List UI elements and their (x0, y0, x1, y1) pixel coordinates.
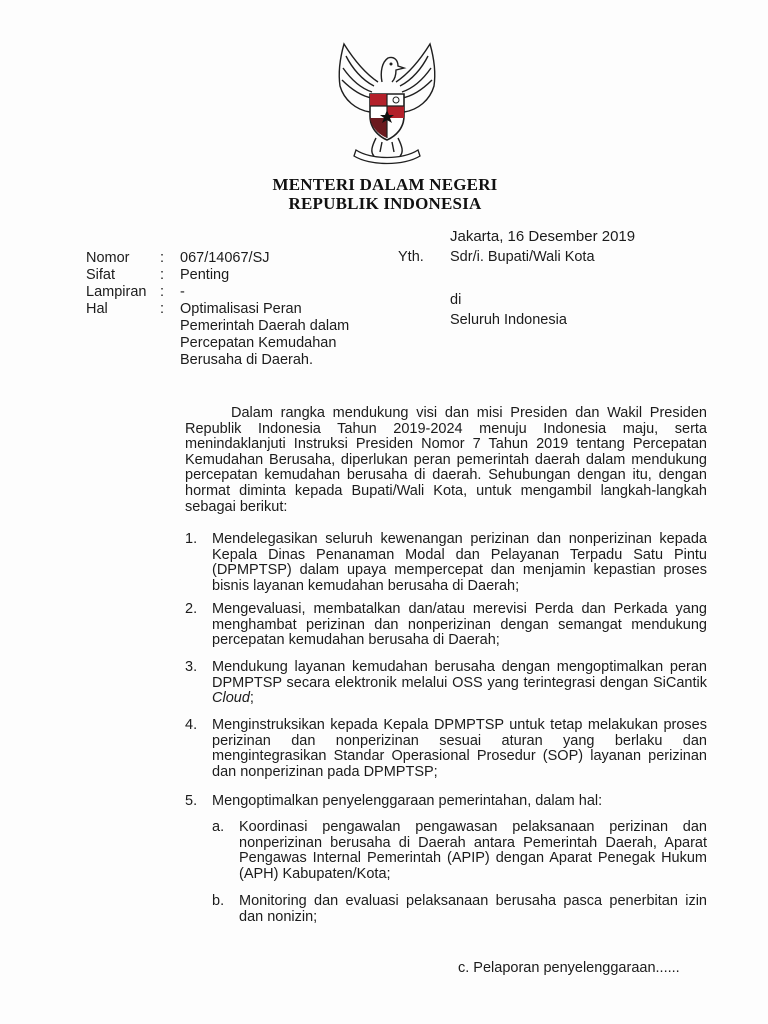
list-item (185, 532, 707, 594)
yth-label: Yth. (398, 249, 424, 265)
sub-list-item (212, 820, 707, 882)
item-number: 4. (185, 717, 198, 733)
sifat-label: Sifat (86, 267, 116, 283)
item-text: Mendelegasikan seluruh kewenangan perizinan dan nonperizinan kepada Kepala Dinas Penanaman Modal dan Pelayanan Terpadu Satu Pintu (DPMPTSP) dalam upaya mempercepat dan menjamin kepastian proses bisnis layanan kemudahan berusaha di Daerah; (212, 531, 707, 594)
sub-item-letter: b. (212, 893, 225, 909)
sub-item-text: Koordinasi pengawalan pengawasan pelaksanaan perizinan dan nonperizinan berusaha di Daerah antara Pemerintah Daerah, Aparat Pengawas Internal Pemerintah (APIP) dengan Aparat Penegak Hukum (APH) Kabupaten/Kota; (239, 819, 707, 882)
nomor-colon: : (160, 250, 165, 266)
item-number: 1. (185, 531, 198, 547)
item-text: Mengoptimalkan penyelenggaraan pemerintahan, dalam hal: (212, 793, 603, 809)
list-item (185, 660, 707, 707)
intro-text: Dalam rangka mendukung visi dan misi Presiden dan Wakil Presiden Republik Indonesia Tahun 2019-2024 menuju Indonesia maju, serta menindaklanjuti Instruksi Presiden Nomor 7 Tahun 2019 tentang Percepatan Kemudahan Berusaha, diperlukan peran pemerintah daerah dalam mendukung percepatan kemudahan berusaha di daerah. Sehubungan dengan itu, dengan hormat diminta kepada Bupati/Wali Kota, untuk mengambil langkah-langkah sebagai berikut: (185, 405, 707, 515)
recipient-name: Sdr/i. Bupati/Wali Kota (450, 249, 595, 265)
item-text-main: Mendukung layanan kemudahan berusaha dengan mengoptimalkan peran DPMPTSP secara elektronik melalui OSS yang terintegrasi dengan SiCantik (212, 659, 707, 691)
list-item (185, 718, 707, 780)
hal-line: Percepatan Kemudahan (180, 335, 337, 351)
item-text-italic: Cloud (212, 690, 250, 707)
item-number: 5. (185, 793, 198, 809)
hal-label: Hal (86, 301, 108, 317)
lampiran-label: Lampiran (86, 284, 147, 300)
sifat-colon: : (160, 267, 165, 283)
item-text (212, 660, 707, 707)
sub-item-text: Monitoring dan evaluasi pelaksanaan berusaha pasca penerbitan izin dan nonizin; (239, 893, 707, 925)
lampiran-colon: : (160, 284, 165, 300)
issuer-subtitle: REPUBLIK INDONESIA (288, 194, 482, 213)
list-item (185, 602, 707, 649)
intro-paragraph (185, 406, 707, 515)
item-text: Mengevaluasi, membatalkan dan/atau merevisi Perda dan Perkada yang menghambat perizinan dan nonperizinan dengan semangat mendukung percepatan kemudahan berusaha di Daerah; (212, 601, 707, 649)
list-item (185, 794, 707, 810)
garuda-pancasila-icon (326, 38, 448, 166)
lampiran-value: - (180, 284, 185, 300)
item-number: 2. (185, 601, 198, 617)
hal-line: Berusaha di Daerah. (180, 352, 313, 368)
item-text-end: ; (249, 690, 254, 707)
letter-date: Jakarta, 16 Desember 2019 (450, 228, 636, 245)
issuer-title: MENTERI DALAM NEGERI (272, 175, 498, 194)
sub-item-letter: a. (212, 819, 225, 835)
continuation-note: c. Pelaporan penyelenggaraan...... (458, 960, 680, 976)
recipient-di: di (450, 292, 462, 308)
hal-line: Optimalisasi Peran (180, 301, 302, 317)
sifat-value: Penting (180, 267, 230, 283)
nomor-label: Nomor (86, 250, 130, 266)
nomor-value: 067/14067/SJ (180, 250, 270, 266)
item-number: 3. (185, 659, 198, 675)
sub-list-item (212, 894, 707, 925)
hal-colon: : (160, 301, 165, 317)
item-text: Menginstruksikan kepada Kepala DPMPTSP untuk tetap melakukan proses perizinan dan nonperizinan sesuai aturan yang berlaku dan mengintegrasikan Standar Operasional Prosedur (SOP) layanan perizinan dan nonperizinan pada DPMPTSP; (212, 717, 707, 780)
hal-line: Pemerintah Daerah dalam (180, 318, 350, 334)
recipient-place: Seluruh Indonesia (450, 312, 567, 328)
hal-value (180, 301, 349, 369)
